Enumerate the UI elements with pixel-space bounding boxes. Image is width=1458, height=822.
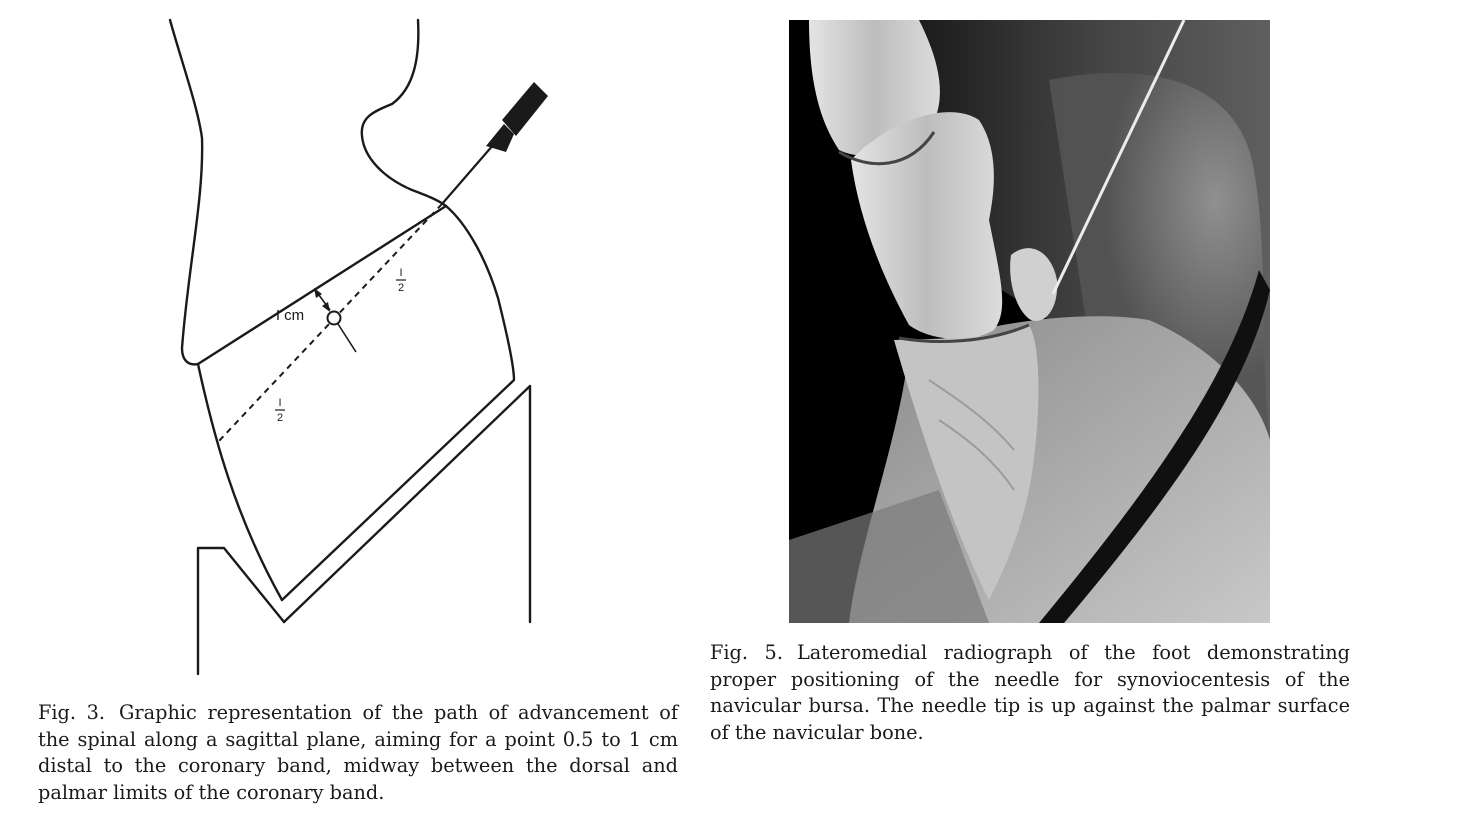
- svg-text:2: 2: [276, 412, 284, 424]
- figure-5-caption: [710, 640, 1350, 746]
- target-point: [328, 312, 341, 325]
- ground-outline-right: [284, 386, 530, 622]
- palmar-hoof-wall: [282, 206, 514, 600]
- figure-5-caption-text: Lateromedial radiograph of the foot demonstrating proper positioning of the needle for synoviocentesis of the navicular bursa. The needle tip is up against the palmar surface of the navicular bone.: [710, 641, 1350, 744]
- distance-label: I cm: [275, 307, 305, 324]
- dorsal-hoof-wall: [198, 364, 282, 600]
- svg-text:I: I: [399, 267, 403, 279]
- figure-5: [708, 18, 1352, 758]
- figure-3-caption-text: Graphic representation of the path of advancement of the spinal along a sagittal plane, aiming for a point 0.5 to 1 cm distal to the coronary band, midway between the dorsal and palmar limits of the coronary band.: [38, 701, 679, 804]
- half-label-lower: [275, 397, 285, 424]
- svg-text:I: I: [278, 397, 282, 409]
- distance-arrowhead-bottom: [322, 302, 330, 312]
- figure-5-radiograph: [789, 20, 1270, 623]
- target-pointer: [338, 324, 356, 352]
- needle-shaft: [442, 144, 494, 204]
- needle-handle: [502, 82, 548, 136]
- pastern-palmar-outline: [362, 20, 446, 206]
- figure-3: [38, 18, 680, 818]
- pastern-dorsal-outline: [170, 20, 202, 364]
- figure-3-caption: [38, 700, 678, 806]
- half-label-upper: [396, 267, 406, 294]
- figure-3-label: Fig. 3.: [38, 701, 106, 724]
- figure-5-label: Fig. 5.: [710, 641, 783, 664]
- ground-outline-left: [198, 548, 284, 674]
- coronary-band-line: [198, 206, 446, 364]
- figure-3-drawing: [116, 18, 600, 678]
- svg-text:2: 2: [397, 282, 405, 294]
